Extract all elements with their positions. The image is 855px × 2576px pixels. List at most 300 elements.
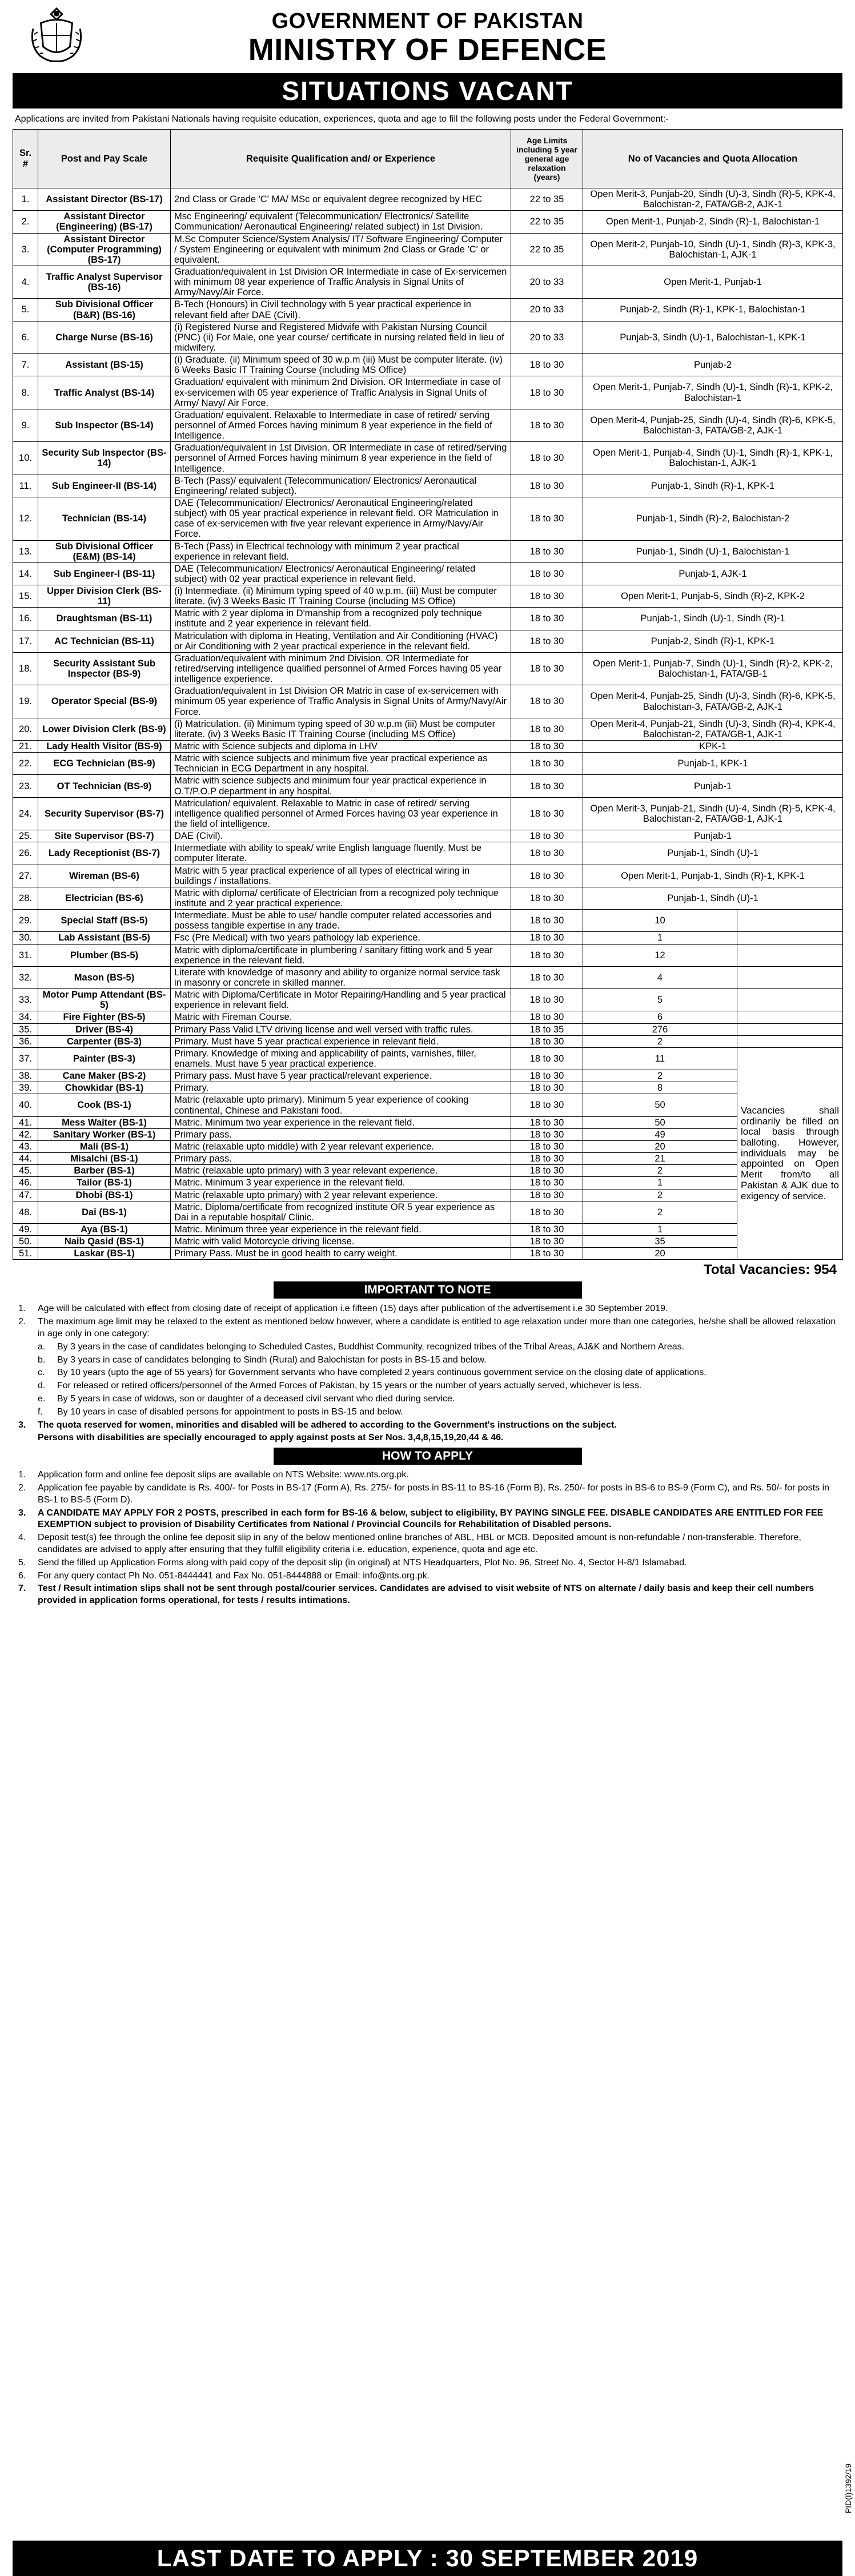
- how-to-item: [18, 1469, 837, 1481]
- serial-number: 25.: [13, 830, 38, 842]
- qualification: Primary Pass. Must be in good health to carry weight.: [171, 1248, 511, 1260]
- vacancy-count: 1: [583, 932, 737, 944]
- qualification: Matric with science subjects and minimum four year practical experience in O.T/P.O.P department in any hospital.: [171, 775, 511, 797]
- table-row: [13, 1023, 843, 1035]
- header-age: Age Limits including 5 year general age relaxation (years): [511, 130, 583, 188]
- age-limit: 18 to 30: [511, 830, 583, 842]
- vacancy-count: 2: [583, 1070, 737, 1082]
- qualification: Msc Engineering/ equivalent (Telecommunication/ Electronics/ Satellite Communication/ Aeronautical Engineering/ related subject) in 1st Division.: [171, 211, 511, 233]
- post-name: Tailor (BS-1): [38, 1177, 171, 1189]
- relaxation-text: By 3 years in case of candidates belonging to Sindh (Rural) and Balochistan for posts in BS-15 and below.: [57, 1355, 487, 1365]
- table-row: [13, 966, 843, 988]
- age-limit: 18 to 30: [511, 932, 583, 944]
- serial-number: 2.: [13, 211, 38, 233]
- empty-cell: [737, 910, 843, 932]
- age-limit: 18 to 30: [511, 910, 583, 932]
- age-limit: 18 to 30: [511, 753, 583, 775]
- age-limit: 22 to 35: [511, 211, 583, 233]
- post-name: Naib Qasid (BS-1): [38, 1236, 171, 1248]
- note-number: 1.: [18, 1304, 26, 1314]
- post-name: Chowkidar (BS-1): [38, 1082, 171, 1094]
- header: [13, 0, 842, 73]
- table-row: [13, 1082, 843, 1094]
- post-name: Mali (BS-1): [38, 1140, 171, 1152]
- age-limit: 18 to 30: [511, 1094, 583, 1116]
- vacancy-count: 50: [583, 1094, 737, 1116]
- intro-text: Applications are invited from Pakistani Nationals having requisite education, experiences, quota and age to fill the following posts under the Federal Government:-: [15, 114, 669, 124]
- age-limit: 18 to 30: [511, 540, 583, 562]
- relaxation-letter: d.: [38, 1381, 46, 1391]
- post-name: Assistant Director (BS-17): [38, 188, 171, 211]
- qualification: (i) Registered Nurse and Registered Midwife with Pakistan Nursing Council (PNC) (ii) For Male, one year course/ certificate in nursing related field in lieu of midwifery.: [171, 321, 511, 353]
- table-row: [13, 830, 843, 842]
- qualification: B-Tech (Pass)/ equivalent (Telecommunication/ Electronics/ Aeronautical Engineering/ related subject).: [171, 475, 511, 497]
- relaxation-text: By 10 years (upto the age of 55 years) for Government servants who have completed 2 years continuous government service on the closing date of applications.: [57, 1368, 707, 1378]
- table-row: [13, 842, 843, 865]
- qualification: Matric. Minimum two year experience in the relevant field.: [171, 1116, 511, 1128]
- age-limit: 18 to 30: [511, 1153, 583, 1165]
- table-row: [13, 354, 843, 376]
- age-limit: 18 to 35: [511, 1023, 583, 1035]
- qualification: DAE (Telecommunication/ Electronics/ Aeronautical Engineering/related subject) with 05 year practical experience in relevant field. OR Matriculation in case of ex-servicemen with five year relevant experience in Army/Navy/Air Force.: [171, 497, 511, 540]
- empty-cell: [737, 966, 843, 988]
- serial-number: 20.: [13, 718, 38, 740]
- relaxation-letter: b.: [38, 1355, 46, 1365]
- vacancy-count: 11: [583, 1047, 737, 1070]
- how-to-apply-list: [13, 1465, 842, 1610]
- post-name: Cane Maker (BS-2): [38, 1070, 171, 1082]
- age-limit: 20 to 33: [511, 266, 583, 298]
- table-row: [13, 321, 843, 353]
- age-limit: 18 to 30: [511, 1223, 583, 1235]
- empty-cell: [737, 1035, 843, 1047]
- serial-number: 11.: [13, 475, 38, 497]
- serial-number: 43.: [13, 1140, 38, 1152]
- qualification: Matric (relaxable upto primary) with 2 year relevant experience.: [171, 1189, 511, 1201]
- note-text: Age will be calculated with effect from closing date of receipt of application i.e fifteen (15) days after publication of the advertisement i.e 30 September 2019.: [38, 1304, 668, 1314]
- quota-allocation: Punjab-2: [583, 354, 843, 376]
- how-to-number: 7.: [18, 1584, 26, 1594]
- quota-allocation: Open Merit-1, Punjab-5, Sindh (R)-2, KPK-2: [583, 585, 843, 608]
- relaxation-letter: a.: [38, 1341, 46, 1352]
- qualification: (i) Graduate. (ii) Minimum speed of 30 w.p.m (iii) Must be computer literate. (iv) 6 Weeks Basic IT Training Course (including MS Office): [171, 354, 511, 376]
- serial-number: 22.: [13, 753, 38, 775]
- table-row: [13, 753, 843, 775]
- qualification: Primary. Must have 5 year practical experience in relevant field.: [171, 1035, 511, 1047]
- relaxation-item: [38, 1355, 837, 1367]
- vacancy-count: 2: [583, 1189, 737, 1201]
- post-name: Carpenter (BS-3): [38, 1035, 171, 1047]
- post-name: Sub Divisional Officer (E&M) (BS-14): [38, 540, 171, 562]
- post-name: Mess Waiter (BS-1): [38, 1116, 171, 1128]
- empty-cell: [737, 1011, 843, 1023]
- serial-number: 4.: [13, 266, 38, 298]
- serial-number: 5.: [13, 299, 38, 321]
- serial-number: 14.: [13, 562, 38, 585]
- qualification: Graduation/ equivalent. Relaxable to Intermediate in case of retired/ serving personnel of Armed Forces having minimum 8 year experience in the field of Intelligence.: [171, 409, 511, 441]
- relaxation-text: By 10 years in case of disabled persons for appointment to posts in BS-15 and below.: [57, 1406, 403, 1417]
- post-name: Charge Nurse (BS-16): [38, 321, 171, 353]
- age-limit: 18 to 30: [511, 652, 583, 685]
- serial-number: 32.: [13, 966, 38, 988]
- post-name: Lower Division Clerk (BS-9): [38, 718, 171, 740]
- age-limit: 18 to 30: [511, 1177, 583, 1189]
- age-limit: 18 to 30: [511, 1070, 583, 1082]
- post-name: Sub Engineer-I (BS-11): [38, 562, 171, 585]
- serial-number: 17.: [13, 630, 38, 652]
- serial-number: 35.: [13, 1023, 38, 1035]
- how-to-item: [18, 1532, 837, 1556]
- empty-cell: [737, 989, 843, 1011]
- vacancy-count: 21: [583, 1153, 737, 1165]
- table-row: [13, 1011, 843, 1023]
- serial-number: 19.: [13, 685, 38, 718]
- post-name: Laskar (BS-1): [38, 1248, 171, 1260]
- age-limit: 18 to 30: [511, 562, 583, 585]
- qualification: Primary Pass Valid LTV driving license and well versed with traffic rules.: [171, 1023, 511, 1035]
- age-limit: 18 to 30: [511, 376, 583, 409]
- how-to-number: 1.: [18, 1470, 26, 1480]
- note-text: The maximum age limit may be relaxed to the extent as mentioned below however, where a candidate is entitled to age relaxation under more than one categories, he/she shall be allowed relaxation in age only in one category:: [38, 1317, 836, 1339]
- table-row: [13, 775, 843, 797]
- qualification: Graduation/equivalent in 1st Division OR Matric in case of ex-servicemen with minimum 05 year experience of Traffic Analysis in Signal Units of Army/Navy/Air Force.: [171, 685, 511, 718]
- table-row: [13, 887, 843, 909]
- post-name: Assistant Director (Engineering) (BS-17): [38, 211, 171, 233]
- post-name: Misalchi (BS-1): [38, 1153, 171, 1165]
- quota-allocation: Open Merit-3, Punjab-21, Sindh (U)-4, Sindh (R)-5, KPK-4, Balochistan-2, FATA/GB-1, AJK-1: [583, 797, 843, 830]
- table-row: [13, 211, 843, 233]
- vacancies-table: [13, 129, 843, 1260]
- qualification: Matric with 5 year practical experience of all types of electrical wiring in buildings / installations.: [171, 865, 511, 887]
- qualification: Matric. Minimum three year experience in the relevant field.: [171, 1223, 511, 1235]
- quota-allocation: Open Merit-1, Punjab-1: [583, 266, 843, 298]
- how-to-text: A CANDIDATE MAY APPLY FOR 2 POSTS, prescribed in each form for BS-16 & below, subject to eligibility, BY PAYING SINGLE FEE. DISABLE CANDIDATES ARE ENTITLED FOR FEE EXEMPTION subject to provision of Disability Certificates from National / Provincial Councils for Rehabilitation of Disabled persons.: [38, 1508, 824, 1530]
- qualification: Primary. Knowledge of mixing and applicability of paints, varnishes, filler, enamels. Must have 5 year practical experience.: [171, 1047, 511, 1070]
- qualification: Primary.: [171, 1082, 511, 1094]
- qualification: Matric (relaxable upto primary) with 3 year relevant experience.: [171, 1165, 511, 1177]
- qualification: Intermediate with ability to speak/ write English language fluently. Must be computer literate.: [171, 842, 511, 865]
- table-row: [13, 1201, 843, 1223]
- how-to-text: Test / Result intimation slips shall not be sent through postal/courier services. Candidates are advised to visit website of NTS on alternate / daily basis and keep their cell numbers provided in application forms operational, for tests / results intimations.: [38, 1584, 814, 1606]
- serial-number: 10.: [13, 442, 38, 475]
- serial-number: 50.: [13, 1236, 38, 1248]
- serial-number: 48.: [13, 1201, 38, 1223]
- relaxation-item: [38, 1380, 837, 1392]
- how-to-number: 3.: [18, 1508, 26, 1518]
- quota-allocation: Punjab-2, Sindh (R)-1, KPK-1, Balochistan-1: [583, 299, 843, 321]
- how-to-number: 5.: [18, 1557, 26, 1568]
- age-limit: 18 to 30: [511, 1189, 583, 1201]
- qualification: B-Tech (Pass) in Electrical technology with minimum 2 year practical experience in relevant field.: [171, 540, 511, 562]
- serial-number: 37.: [13, 1047, 38, 1070]
- serial-number: 18.: [13, 652, 38, 685]
- vacancy-count: 276: [583, 1023, 737, 1035]
- post-name: Assistant (BS-15): [38, 354, 171, 376]
- quota-allocation: Open Merit-1, Punjab-1, Sindh (R)-1, KPK-1: [583, 865, 843, 887]
- post-name: Plumber (BS-5): [38, 944, 171, 966]
- table-row: [13, 685, 843, 718]
- age-limit: 18 to 30: [511, 1116, 583, 1128]
- post-name: ECG Technician (BS-9): [38, 753, 171, 775]
- last-date-footer: LAST DATE TO APPLY : 30 SEPTEMBER 2019: [13, 2541, 842, 2576]
- qualification: Primary pass. Must have 5 year practical/relevant experience.: [171, 1070, 511, 1082]
- age-limit: 18 to 30: [511, 1236, 583, 1248]
- reference-number: PID(I)1392/19: [844, 2463, 853, 2513]
- serial-number: 6.: [13, 321, 38, 353]
- qualification: Graduation/equivalent with minimum 2nd Division. OR Intermediate for retired/serving intelligence qualified personnel of Armed Forces having 05 year intelligence experience.: [171, 652, 511, 685]
- relaxation-text: By 5 years in case of widows, son or daughter of a deceased civil servant who died during service.: [57, 1393, 455, 1404]
- vacancy-count: 5: [583, 989, 737, 1011]
- how-to-number: 2.: [18, 1482, 26, 1493]
- quota-allocation: Open Merit-1, Punjab-7, Sindh (U)-1, Sindh (R)-1, KPK-2, Balochistan-1: [583, 376, 843, 409]
- quota-allocation: Punjab-1, KPK-1: [583, 753, 843, 775]
- qualification: (i) Intermediate. (ii) Minimum typing speed of 40 w.p.m. (iii) Must be computer literate. (iv) 3 Weeks Basic IT Training Course (including MS Office): [171, 585, 511, 608]
- qualification: Matric with diploma/certificate in plumbering / sanitary fitting work and 5 year experience in the relevant field.: [171, 944, 511, 966]
- table-row: [13, 266, 843, 298]
- qualification: Matriculation with diploma in Heating, Ventilation and Air Conditioning (HVAC) or Air Conditioning with 2 year practical experience in the relevant field.: [171, 630, 511, 652]
- state-emblem-icon: [29, 6, 85, 65]
- how-to-number: 4.: [18, 1533, 26, 1543]
- table-row: [13, 944, 843, 966]
- age-limit: 18 to 30: [511, 585, 583, 608]
- post-name: Draughtsman (BS-11): [38, 608, 171, 630]
- qualification: M.Sc Computer Science/System Analysis/ IT/ Software Engineering/ Computer / System Engineering or equivalent with minimum 2nd Class or Grade 'C' or equivalent.: [171, 233, 511, 266]
- age-limit: 18 to 30: [511, 1201, 583, 1223]
- table-row: [13, 475, 843, 497]
- quota-allocation: Punjab-1, Sindh (U)-1, Sindh (R)-1: [583, 608, 843, 630]
- table-row: [13, 540, 843, 562]
- post-name: Lady Health Visitor (BS-9): [38, 741, 171, 753]
- vacancy-count: 8: [583, 1082, 737, 1094]
- post-name: Aya (BS-1): [38, 1223, 171, 1235]
- qualification: Matric with 2 year diploma in D'manship from a recognized poly technique institute and 2 year experience in relevant field.: [171, 608, 511, 630]
- local-basis-note: Vacancies shall ordinarily be filled on local basis through balloting. However, individuals may be appointed on Open Merit from/to all Pakistan & AJK due to exigency of service.: [737, 1047, 843, 1260]
- empty-cell: [737, 1023, 843, 1035]
- qualification: DAE (Civil).: [171, 830, 511, 842]
- qualification: Matric with valid Motorcycle driving license.: [171, 1236, 511, 1248]
- post-name: Traffic Analyst Supervisor (BS-16): [38, 266, 171, 298]
- how-to-item: [18, 1570, 837, 1582]
- qualification: Graduation/ equivalent with minimum 2nd Division. OR Intermediate in case of ex-servicemen with 05 year experience of Traffic Analysis in Signal Units of Army/ Navy/ Air Force.: [171, 376, 511, 409]
- qualification: Intermediate. Must be able to use/ handle computer related accessories and possess tangible expertise in any trade.: [171, 910, 511, 932]
- qualification: Matric with Fireman Course.: [171, 1011, 511, 1023]
- government-title: GOVERNMENT OF PAKISTAN: [271, 9, 584, 33]
- qualification: Literate with knowledge of masonry and ability to organize normal service task in masonry or concrete in skilled manner.: [171, 966, 511, 988]
- serial-number: 42.: [13, 1128, 38, 1140]
- qualification: DAE (Telecommunication/ Electronics/ Aeronautical Engineering/ related subject) with 02 year practical experience in relevant field.: [171, 562, 511, 585]
- table-row: [13, 233, 843, 266]
- table-row: [13, 1035, 843, 1047]
- table-row: [13, 1153, 843, 1165]
- table-row: [13, 1116, 843, 1128]
- quota-allocation: Open Merit-4, Punjab-21, Sindh (U)-3, Sindh (R)-4, KPK-4, Balochistan-2, FATA/GB-1, AJK-1: [583, 718, 843, 740]
- age-limit: 22 to 35: [511, 233, 583, 266]
- relaxation-text: By 3 years in the case of candidates belonging to Scheduled Castes, Buddhist Community, recognized tribes of the Tribal Areas, AJ&K and Northern Areas.: [57, 1341, 685, 1352]
- serial-number: 29.: [13, 910, 38, 932]
- table-row: [13, 1128, 843, 1140]
- how-to-apply-title: HOW TO APPLY: [274, 1448, 582, 1465]
- table-row: [13, 1070, 843, 1082]
- table-row: [13, 1165, 843, 1177]
- post-name: Traffic Analyst (BS-14): [38, 376, 171, 409]
- table-row: [13, 989, 843, 1011]
- table-row: [13, 608, 843, 630]
- post-name: OT Technician (BS-9): [38, 775, 171, 797]
- quota-allocation: Punjab-2, Sindh (R)-1, KPK-1: [583, 630, 843, 652]
- age-limit: 18 to 30: [511, 1165, 583, 1177]
- note-number: 2.: [18, 1317, 26, 1327]
- post-name: Dhobi (BS-1): [38, 1189, 171, 1201]
- table-row: [13, 188, 843, 211]
- quota-allocation: Open Merit-1, Punjab-7, Sindh (U)-1, Sindh (R)-2, KPK-2, Balochistan-1, FATA/GB-1: [583, 652, 843, 685]
- table-row: [13, 741, 843, 753]
- how-to-item: [18, 1482, 837, 1506]
- relaxation-item: [38, 1393, 837, 1405]
- serial-number: 46.: [13, 1177, 38, 1189]
- serial-number: 15.: [13, 585, 38, 608]
- serial-number: 51.: [13, 1248, 38, 1260]
- table-row: [13, 797, 843, 830]
- age-limit: 18 to 30: [511, 497, 583, 540]
- serial-number: 1.: [13, 188, 38, 211]
- table-row: [13, 1248, 843, 1260]
- qualification: Graduation/equivalent in 1st Division. OR Intermediate in case of retired/serving personnel of Armed Forces having minimum 8 year experience in the field of Intelligence.: [171, 442, 511, 475]
- table-row: [13, 652, 843, 685]
- post-name: Security Supervisor (BS-7): [38, 797, 171, 830]
- qualification: B-Tech (Honours) in Civil technology with 5 year practical experience in relevant field after DAE (Civil).: [171, 299, 511, 321]
- serial-number: 28.: [13, 887, 38, 909]
- age-limit: 18 to 30: [511, 1047, 583, 1070]
- post-name: Lab Assistant (BS-5): [38, 932, 171, 944]
- age-limit: 18 to 30: [511, 989, 583, 1011]
- vacancy-count: 2: [583, 1201, 737, 1223]
- age-limit: 18 to 30: [511, 1248, 583, 1260]
- post-name: Sub Engineer-II (BS-14): [38, 475, 171, 497]
- serial-number: 47.: [13, 1189, 38, 1201]
- age-limit: 18 to 30: [511, 741, 583, 753]
- age-limit: 18 to 30: [511, 1035, 583, 1047]
- qualification: Primary pass.: [171, 1128, 511, 1140]
- qualification: Matric. Diploma/certificate from recognized institute OR 5 year experience as Dai in a reputable hospital/ Clinic.: [171, 1201, 511, 1223]
- serial-number: 21.: [13, 741, 38, 753]
- serial-number: 13.: [13, 540, 38, 562]
- serial-number: 45.: [13, 1165, 38, 1177]
- quota-allocation: Punjab-1, Sindh (R)-1, KPK-1: [583, 475, 843, 497]
- serial-number: 39.: [13, 1082, 38, 1094]
- post-name: Mason (BS-5): [38, 966, 171, 988]
- table-row: [13, 1047, 843, 1070]
- qualification: Matric with Diploma/Certificate in Motor Repairing/Handling and 5 year practical experience in relevant field.: [171, 989, 511, 1011]
- how-to-item: [18, 1583, 837, 1607]
- serial-number: 3.: [13, 233, 38, 266]
- post-name: Electrician (BS-6): [38, 887, 171, 909]
- relaxation-letter: e.: [38, 1393, 46, 1404]
- post-name: Motor Pump Attendant (BS-5): [38, 989, 171, 1011]
- how-to-text: Send the filled up Application Forms along with paid copy of the deposit slip (in original) at NTS Headquarters, Plot No. 96, Street No. 4, Sector H-8/1 Islamabad.: [38, 1557, 687, 1568]
- relaxation-item: [38, 1341, 837, 1353]
- quota-allocation: Punjab-3, Sindh (U)-1, Balochistan-1, KPK-1: [583, 321, 843, 353]
- serial-number: 38.: [13, 1070, 38, 1082]
- table-row: [13, 1236, 843, 1248]
- age-limit: 18 to 30: [511, 944, 583, 966]
- note-number: 3.: [18, 1420, 26, 1430]
- age-limit: 18 to 30: [511, 685, 583, 718]
- serial-number: 44.: [13, 1153, 38, 1165]
- how-to-number: 6.: [18, 1570, 26, 1581]
- table-row: [13, 562, 843, 585]
- age-limit: 20 to 33: [511, 321, 583, 353]
- post-name: Sub Divisional Officer (B&R) (BS-16): [38, 299, 171, 321]
- qualification: (i) Matriculation. (ii) Minimum typing speed of 30 w.p.m (iii) Must be computer literate. (iv) 3 Weeks Basic IT Training Course (including MS Office): [171, 718, 511, 740]
- table-row: [13, 932, 843, 944]
- qualification: 2nd Class or Grade 'C' MA/ MSc or equivalent degree recognized by HEC: [171, 188, 511, 211]
- post-name: Security Sub Inspector (BS-14): [38, 442, 171, 475]
- vacancy-count: 50: [583, 1116, 737, 1128]
- total-vacancies: Total Vacancies: 954: [703, 1262, 837, 1278]
- relaxation-text: For released or retired officers/personnel of the Armed Forces of Pakistan, by 15 years or the number of years actually served, whichever is less.: [57, 1381, 642, 1391]
- post-name: Fire Fighter (BS-5): [38, 1011, 171, 1023]
- table-row: [13, 865, 843, 887]
- age-limit: 18 to 30: [511, 1140, 583, 1152]
- how-to-item: [18, 1557, 837, 1569]
- serial-number: 41.: [13, 1116, 38, 1128]
- serial-number: 36.: [13, 1035, 38, 1047]
- table-row: [13, 497, 843, 540]
- relaxation-item: [38, 1367, 837, 1379]
- serial-number: 23.: [13, 775, 38, 797]
- ministry-title: MINISTRY OF DEFENCE: [248, 33, 607, 67]
- serial-number: 26.: [13, 842, 38, 865]
- age-limit: 18 to 30: [511, 718, 583, 740]
- post-name: Barber (BS-1): [38, 1165, 171, 1177]
- how-to-text: Application fee payable by candidate is Rs. 400/- for Posts in BS-17 (Form A), Rs. 275/- for posts in BS-11 to BS-16 (Form B), Rs. 250/- for posts in BS-6 to BS-9 (Form C), and Rs. 50/- for posts in BS-1 to BS-5 (Form D).: [38, 1482, 830, 1505]
- serial-number: 49.: [13, 1223, 38, 1235]
- table-row: [13, 1094, 843, 1116]
- age-limit: 18 to 30: [511, 966, 583, 988]
- age-limit: 18 to 30: [511, 842, 583, 865]
- serial-number: 27.: [13, 865, 38, 887]
- qualification: Matric (relaxable upto primary). Minimum 5 year experience of cooking continental, Chinese and Pakistani food.: [171, 1094, 511, 1116]
- header-qualification: Requisite Qualification and/ or Experience: [171, 130, 511, 188]
- table-row: [13, 442, 843, 475]
- post-name: Driver (BS-4): [38, 1023, 171, 1035]
- age-limit: 18 to 30: [511, 475, 583, 497]
- vacancy-count: 4: [583, 966, 737, 988]
- how-to-text: Application form and online fee deposit slips are available on NTS Website: www.nts.org.pk.: [38, 1470, 409, 1480]
- qualification: Fsc (Pre Medical) with two years pathology lab experience.: [171, 932, 511, 944]
- qualification: Graduation/equivalent in 1st Division OR Intermediate in case of Ex-servicemen with minimum 08 year experience of Traffic Analysis in Signal Units of Army/Navy/Air Force.: [171, 266, 511, 298]
- quota-allocation: Open Merit-1, Punjab-4, Sindh (U)-1, Sindh (R)-1, KPK-1, Balochistan-1, AJK-1: [583, 442, 843, 475]
- age-limit: 18 to 30: [511, 409, 583, 441]
- age-limit: 22 to 35: [511, 188, 583, 211]
- table-row: [13, 409, 843, 441]
- age-limit: 20 to 33: [511, 299, 583, 321]
- serial-number: 16.: [13, 608, 38, 630]
- age-limit: 18 to 30: [511, 1082, 583, 1094]
- serial-number: 24.: [13, 797, 38, 830]
- header-post: Post and Pay Scale: [38, 130, 171, 188]
- quota-allocation: Punjab-1, Sindh (R)-2, Balochistan-2: [583, 497, 843, 540]
- serial-number: 12.: [13, 497, 38, 540]
- post-name: Wireman (BS-6): [38, 865, 171, 887]
- qualification: Matric with science subjects and minimum five year practical experience as Technician in ECG Department in any hospital.: [171, 753, 511, 775]
- header-quota: No of Vacancies and Quota Allocation: [583, 130, 843, 188]
- vacancy-count: 35: [583, 1236, 737, 1248]
- qualification: Primary pass.: [171, 1153, 511, 1165]
- serial-number: 34.: [13, 1011, 38, 1023]
- post-name: Lady Receptionist (BS-7): [38, 842, 171, 865]
- serial-number: 9.: [13, 409, 38, 441]
